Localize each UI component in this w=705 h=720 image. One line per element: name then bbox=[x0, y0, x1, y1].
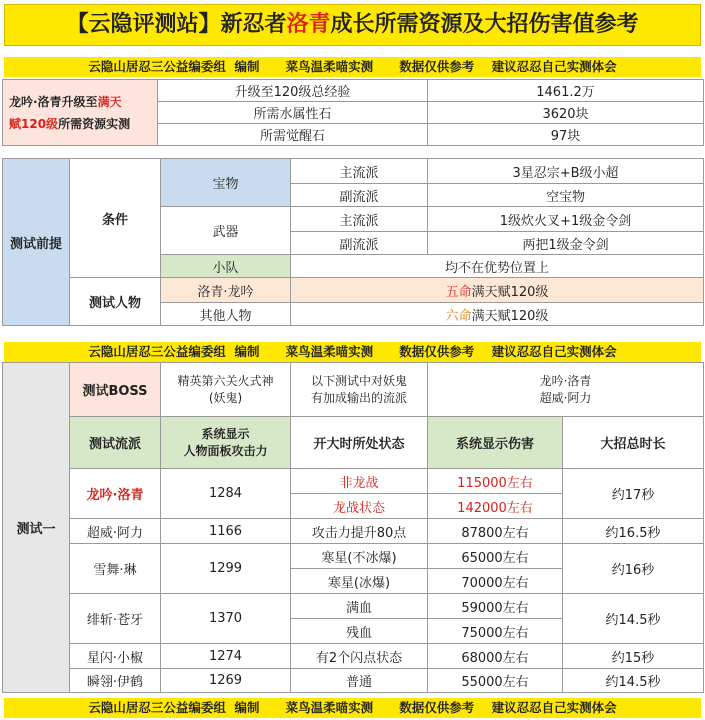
person1-red: 五命 bbox=[445, 284, 472, 300]
resource-item: 升级至120级总经验 bbox=[158, 80, 428, 102]
row-name: 绯斩·苍牙 bbox=[70, 594, 161, 644]
treasure-main-value: 3星忍宗+B级小超 bbox=[428, 159, 704, 184]
person2-rest: 满天赋120级 bbox=[471, 308, 549, 324]
row-duration: 约14.5秒 bbox=[563, 594, 704, 644]
row-atk: 1284 bbox=[161, 469, 291, 519]
resource-item: 所需觉醒石 bbox=[158, 124, 428, 146]
person2-name: 其他人物 bbox=[161, 303, 291, 326]
row-duration: 约16秒 bbox=[563, 544, 704, 594]
row-atk: 1269 bbox=[161, 669, 291, 693]
conditions-label: 条件 bbox=[70, 159, 161, 278]
row-damage: 115000左右 bbox=[428, 469, 563, 494]
resources-label bbox=[3, 80, 158, 146]
premise-label: 测试前提 bbox=[3, 159, 70, 326]
row-atk: 1166 bbox=[161, 519, 291, 544]
row-state: 攻击力提升80点 bbox=[291, 519, 428, 544]
treasure-sub-value: 空宝物 bbox=[428, 184, 704, 207]
weapon-main-value: 1级炊火叉+1级金令剑 bbox=[428, 207, 704, 232]
row-damage: 70000左右 bbox=[428, 569, 563, 594]
resource-value: 97块 bbox=[428, 124, 704, 146]
row-state: 非龙战 bbox=[291, 469, 428, 494]
boss-label: 测试BOSS bbox=[70, 363, 161, 417]
person1-config bbox=[291, 278, 704, 303]
sub-school-label: 副流派 bbox=[291, 184, 428, 207]
row-duration: 约16.5秒 bbox=[563, 519, 704, 544]
weapon-label: 武器 bbox=[161, 207, 291, 255]
title-suffix: 成长所需资源及大招伤害值参考 bbox=[330, 12, 639, 37]
bonus-label bbox=[291, 363, 428, 417]
row-damage: 142000左右 bbox=[428, 494, 563, 519]
header-state: 开大时所处状态 bbox=[291, 417, 428, 469]
resources-label-part1: 龙吟·洛青升级至 bbox=[9, 94, 98, 109]
person1-name: 洛青·龙吟 bbox=[161, 278, 291, 303]
row-state: 普通 bbox=[291, 669, 428, 693]
row-duration: 约17秒 bbox=[563, 469, 704, 519]
row-duration: 约14.5秒 bbox=[563, 669, 704, 693]
row-damage: 68000左右 bbox=[428, 644, 563, 669]
resource-item: 所需水属性石 bbox=[158, 102, 428, 124]
resource-value: 3620块 bbox=[428, 102, 704, 124]
test1-label: 测试一 bbox=[3, 363, 70, 693]
person2-config bbox=[291, 303, 704, 326]
header-atk-line1: 系统显示 bbox=[201, 426, 250, 441]
boss-value bbox=[161, 363, 291, 417]
person1-rest: 满天赋120级 bbox=[471, 284, 549, 300]
header-atk-line2: 人物面板攻击力 bbox=[183, 443, 268, 458]
row-name: 雪舞·琳 bbox=[70, 544, 161, 594]
boss-line1: 精英第六关火式神 bbox=[177, 373, 274, 388]
row-atk: 1370 bbox=[161, 594, 291, 644]
weapon-sub-value: 两把1级金令剑 bbox=[428, 232, 704, 255]
row-state: 满血 bbox=[291, 594, 428, 619]
header-duration: 大招总时长 bbox=[563, 417, 704, 469]
page-title bbox=[4, 4, 701, 46]
row-atk: 1299 bbox=[161, 544, 291, 594]
row-state: 有2个闪点状态 bbox=[291, 644, 428, 669]
header-school: 测试流派 bbox=[70, 417, 161, 469]
title-highlight: 洛青 bbox=[286, 12, 331, 37]
row-damage: 65000左右 bbox=[428, 544, 563, 569]
treasure-label: 宝物 bbox=[161, 159, 291, 207]
main-school-label: 主流派 bbox=[291, 159, 428, 184]
sub-school-label: 副流派 bbox=[291, 232, 428, 255]
person2-orange: 六命 bbox=[445, 308, 472, 324]
bonus-line4: 超威·阿力 bbox=[539, 390, 592, 405]
row-damage: 75000左右 bbox=[428, 619, 563, 644]
row-damage: 87800左右 bbox=[428, 519, 563, 544]
credit-band-top: 云隐山居忍三公益编委组 编制 菜鸟温柔喵实测 数据仅供参考 建议忍忍自己实测体会 bbox=[4, 57, 701, 77]
row-atk: 1274 bbox=[161, 644, 291, 669]
bonus-value bbox=[428, 363, 704, 417]
header-damage: 系统显示伤害 bbox=[428, 417, 563, 469]
resources-table bbox=[2, 79, 704, 146]
row-damage: 55000左右 bbox=[428, 669, 563, 693]
credit-band-middle: 云隐山居忍三公益编委组 编制 菜鸟温柔喵实测 数据仅供参考 建议忍忍自己实测体会 bbox=[4, 342, 701, 362]
header-atk bbox=[161, 417, 291, 469]
bonus-line3: 龙吟·洛青 bbox=[539, 373, 592, 388]
row-duration: 约15秒 bbox=[563, 644, 704, 669]
bonus-line1: 以下测试中对妖鬼 bbox=[310, 373, 407, 388]
row-name: 龙吟·洛青 bbox=[70, 469, 161, 519]
main-school-label: 主流派 bbox=[291, 207, 428, 232]
row-state: 寒星(不冰爆) bbox=[291, 544, 428, 569]
premise-table bbox=[2, 158, 704, 326]
team-value: 均不在优势位置上 bbox=[291, 255, 704, 278]
resources-label-part2: 所需资源实测 bbox=[58, 116, 131, 131]
resources-label-red1: 满天 bbox=[97, 94, 122, 109]
test1-table bbox=[2, 362, 704, 693]
resources-label-red2: 赋120级 bbox=[9, 116, 59, 131]
title-prefix: 【云隐评测站】新忍者 bbox=[66, 12, 287, 37]
row-state: 寒星(冰爆) bbox=[291, 569, 428, 594]
boss-line2: (妖鬼) bbox=[208, 390, 243, 405]
persons-label: 测试人物 bbox=[70, 278, 161, 326]
row-state: 龙战状态 bbox=[291, 494, 428, 519]
bonus-line2: 有加成输出的流派 bbox=[310, 390, 407, 405]
team-label: 小队 bbox=[161, 255, 291, 278]
row-name: 瞬翎·伊鹤 bbox=[70, 669, 161, 693]
row-damage: 59000左右 bbox=[428, 594, 563, 619]
row-name: 超威·阿力 bbox=[70, 519, 161, 544]
credit-band-bottom: 云隐山居忍三公益编委组 编制 菜鸟温柔喵实测 数据仅供参考 建议忍忍自己实测体会 bbox=[4, 698, 701, 718]
row-name: 星闪·小椒 bbox=[70, 644, 161, 669]
row-state: 残血 bbox=[291, 619, 428, 644]
resource-value: 1461.2万 bbox=[428, 80, 704, 102]
